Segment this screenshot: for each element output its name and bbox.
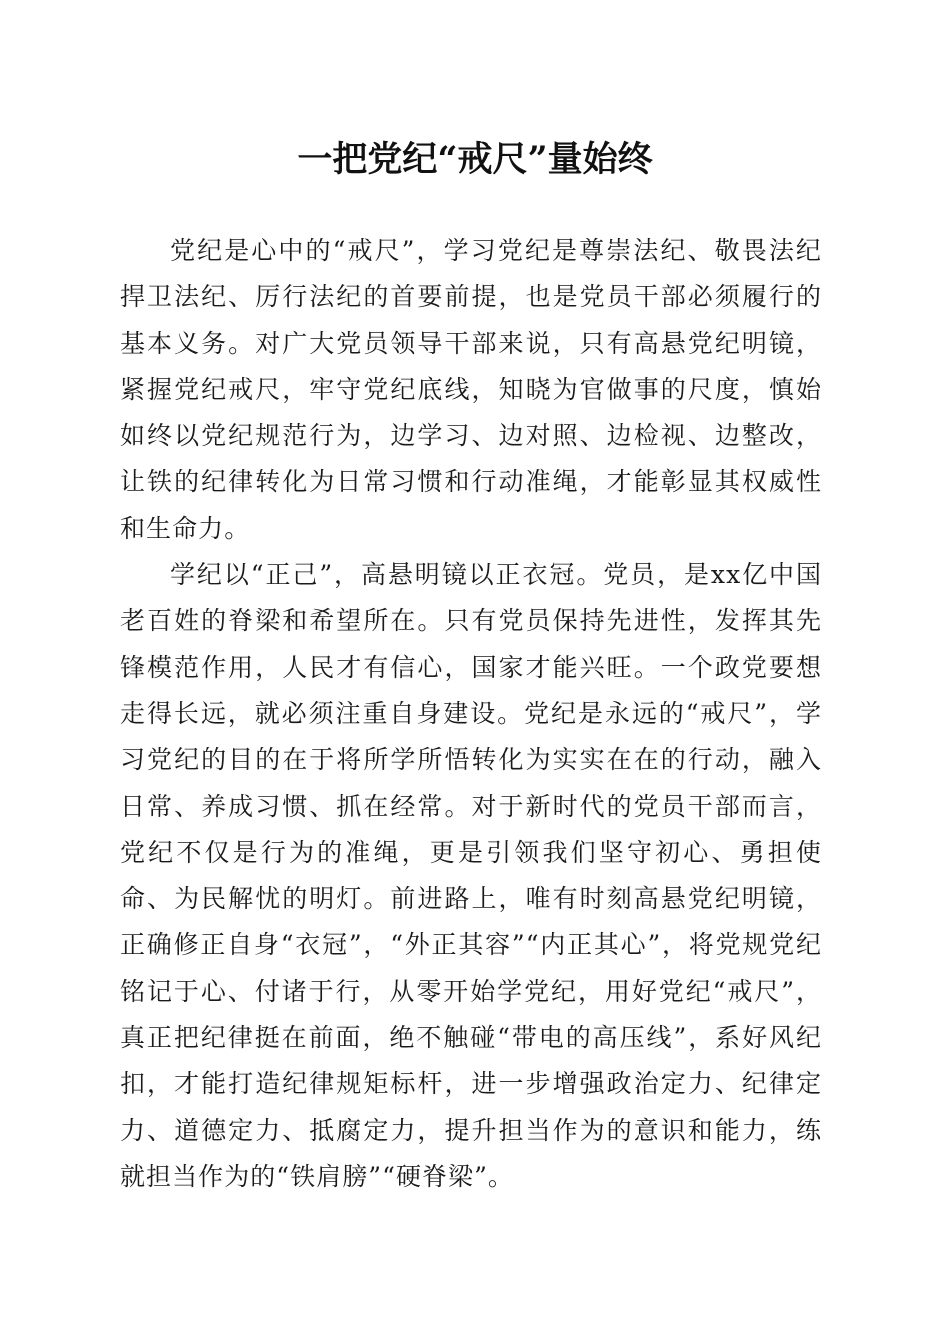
document-body bbox=[120, 228, 822, 1200]
paragraph: 学纪以“正己”，高悬明镜以正衣冠。党员，是xx亿中国老百姓的脊梁和希望所在。只有党员保持先进性，发挥其先锋模范作用，人民才有信心，国家才能兴旺。一个政党要想走得长远，就必须注重自身建设。党纪是永远的“戒尺”，学习党纪的目的在于将所学所悟转化为实实在在的行动，融入日常、养成习惯、抓在经常。对于新时代的党员干部而言，党纪不仅是行为的准绳，更是引领我们坚守初心、勇担使命、为民解忧的明灯。前进路上，唯有时刻高悬党纪明镜，正确修正自身“衣冠”，“外正其容”“内正其心”，将党规党纪铭记于心、付诸于行，从零开始学党纪，用好党纪“戒尺”，真正把纪律挺在前面，绝不触碰“带电的高压线”，系好风纪扣，才能打造纪律规矩标杆，进一步增强政治定力、纪律定力、道德定力、抵腐定力，提升担当作为的意识和能力，练就担当作为的“铁肩膀”“硬脊梁”。 bbox=[120, 560, 822, 1191]
document-title: 一把党纪“戒尺”量始终 bbox=[297, 139, 653, 180]
paragraph: 党纪是心中的“戒尺”，学习党纪是尊崇法纪、敬畏法纪捍卫法纪、厉行法纪的首要前提，也是党员干部必须履行的基本义务。对广大党员领导干部来说，只有高悬党纪明镜，紧握党纪戒尺，牢守党纪底线，知晓为官做事的尺度，慎始如终以党纪规范行为，边学习、边对照、边检视、边整改，让铁的纪律转化为日常习惯和行动准绳，才能彰显其权威性和生命力。 bbox=[120, 236, 822, 543]
